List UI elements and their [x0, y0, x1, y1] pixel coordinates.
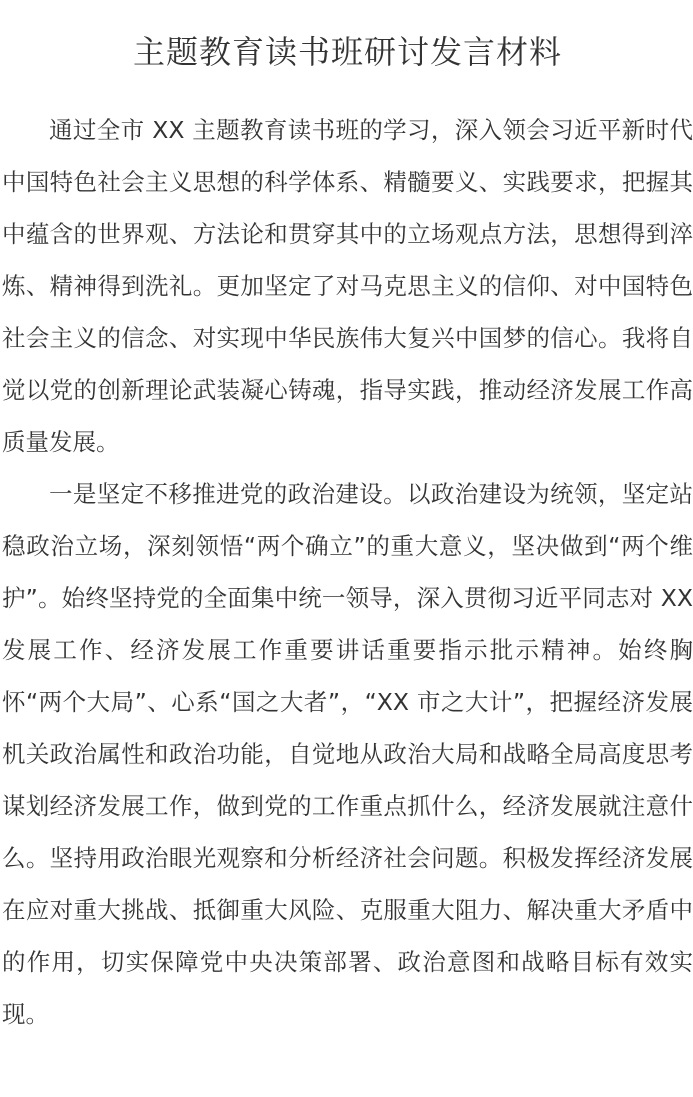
- document-title: 主题教育读书班研讨发言材料: [132, 33, 562, 71]
- paragraph-political-construction: 一是坚定不移推进党的政治建设。以政治建设为统领，坚定站稳政治立场，深刻领悟“两个确立”的重大意义，坚决做到“两个维护”。始终坚持党的全面集中统一领导，深入贯彻习近平同志对 XX 发展工作、经济发展工作重要讲话重要指示批示精神。始终胸怀“两个大局”、心系“国之大者”，“XX 市之大计”，把握经济发展机关政治属性和政治功能，自觉地从政治大局和战略全局高度思考谋划经济发展工作，做到党的工作重点抓什么，经济发展就注意什么。坚持用政治眼光观察和分析经济社会问题。积极发挥经济发展在应对重大挑战、抵御重大风险、克服重大阻力、解决重大矛盾中的作用，切实保障党中央决策部署、政治意图和战略目标有效实现。: [2, 480, 693, 1028]
- paragraph-intro: 通过全市 XX 主题教育读书班的学习，深入领会习近平新时代中国特色社会主义思想的科学体系、精髓要义、实践要求，把握其中蕴含的世界观、方法论和贯穿其中的立场观点方法，思想得到淬炼、精神得到洗礼。更加坚定了对马克思主义的信仰、对中国特色社会主义的信念、对实现中华民族伟大复兴中国梦的信心。我将自觉以党的创新理论武装凝心铸魂，指导实践，推动经济发展工作高质量发展。: [2, 116, 693, 456]
